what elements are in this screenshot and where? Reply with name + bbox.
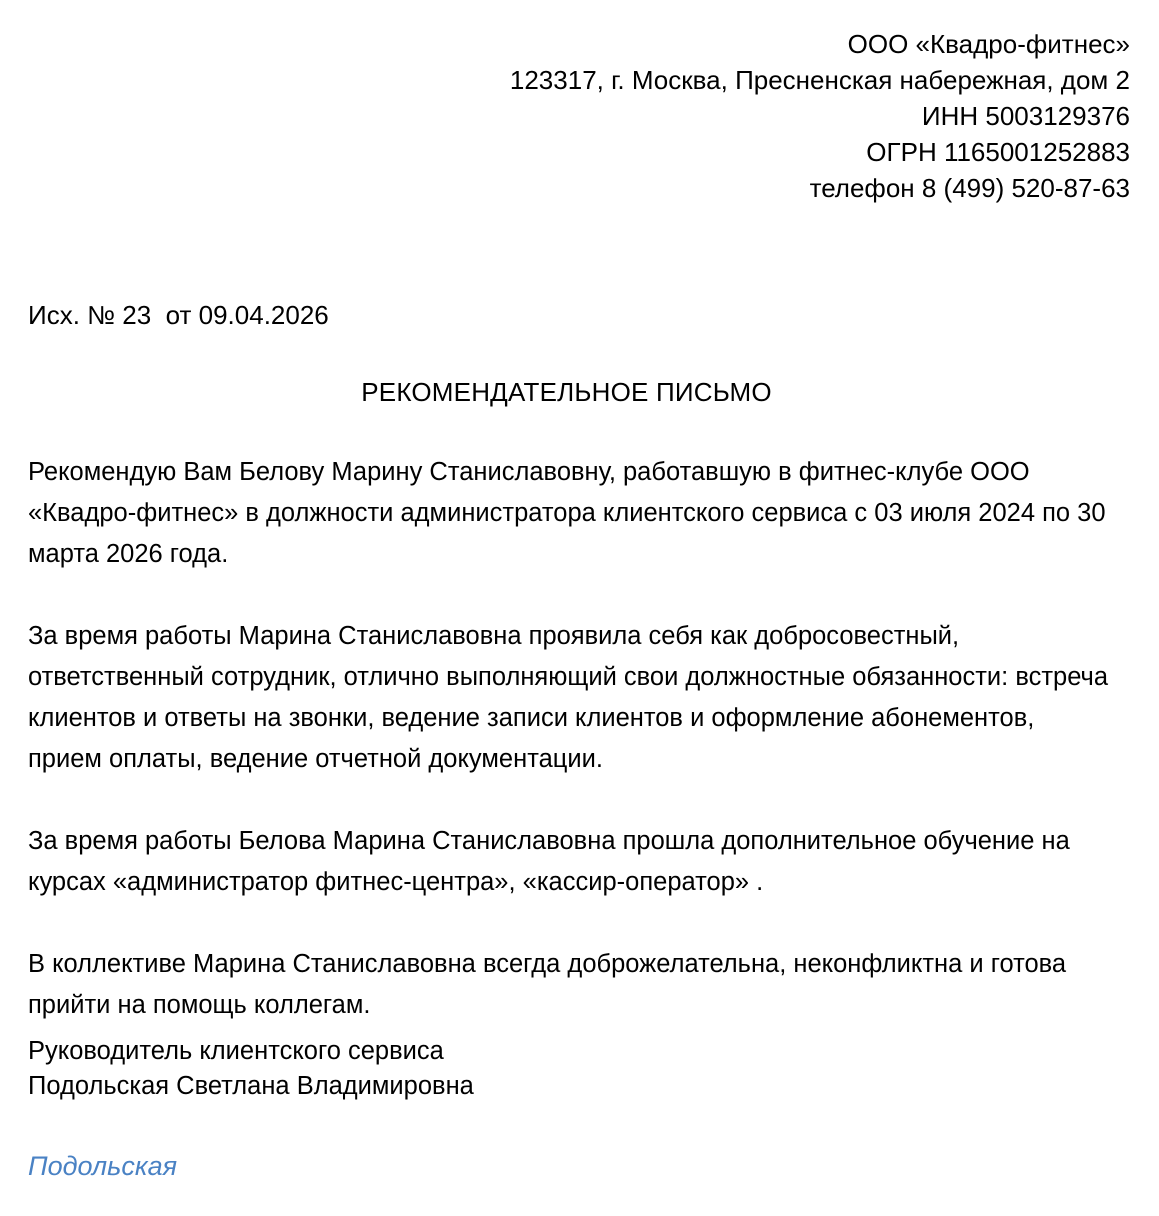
body-paragraph-2: За время работы Марина Станиславовна проявила себя как добросовестный, ответственный сотрудник, отлично выполняющий свои должностные обязанности: встреча клиентов и ответы на звонки, ведение записи клиентов и оформление абонементов, прием оплаты, ведение отчетной документации.: [28, 622, 1109, 773]
body-paragraph-3: За время работы Белова Марина Станиславовна прошла дополнительное обучение на курсах «администратор фитнес-центра», «кассир-оператор» .: [28, 827, 1070, 896]
letterhead-ogrn: ОГРН 1165001252883: [866, 137, 1130, 167]
letterhead-phone: телефон 8 (499) 520-87-63: [809, 173, 1130, 203]
letter-body: [28, 452, 1108, 1026]
document-title: РЕКОМЕНДАТЕЛЬНОЕ ПИСЬМО: [361, 377, 772, 407]
signature-block: [28, 1034, 828, 1104]
letterhead-company: ООО «Квадро-фитнес»: [847, 29, 1130, 59]
letterhead-address: 123317, г. Москва, Пресненская набережная, дом 2: [509, 65, 1130, 95]
outgoing-reference-line: Исх. № 23 от 09.04.2026: [28, 300, 329, 330]
letterhead-inn: ИНН 5003129376: [921, 101, 1130, 131]
signer-position: Руководитель клиентского сервиса: [28, 1037, 444, 1065]
letterhead: [28, 26, 1130, 206]
body-paragraph-1: Рекомендую Вам Белову Марину Станиславовну, работавшую в фитнес-клубе ООО «Квадро-фитнес» в должности администратора клиентского сервиса с 03 июля 2024 по 30 марта 2026 года.: [28, 458, 1106, 568]
body-paragraph-4: В коллективе Марина Станиславовна всегда доброжелательна, неконфликтна и готова прийти на помощь коллегам.: [28, 950, 1067, 1019]
signature-mark: Подольская: [28, 1151, 178, 1181]
signer-name: Подольская Светлана Владимировна: [28, 1072, 474, 1100]
